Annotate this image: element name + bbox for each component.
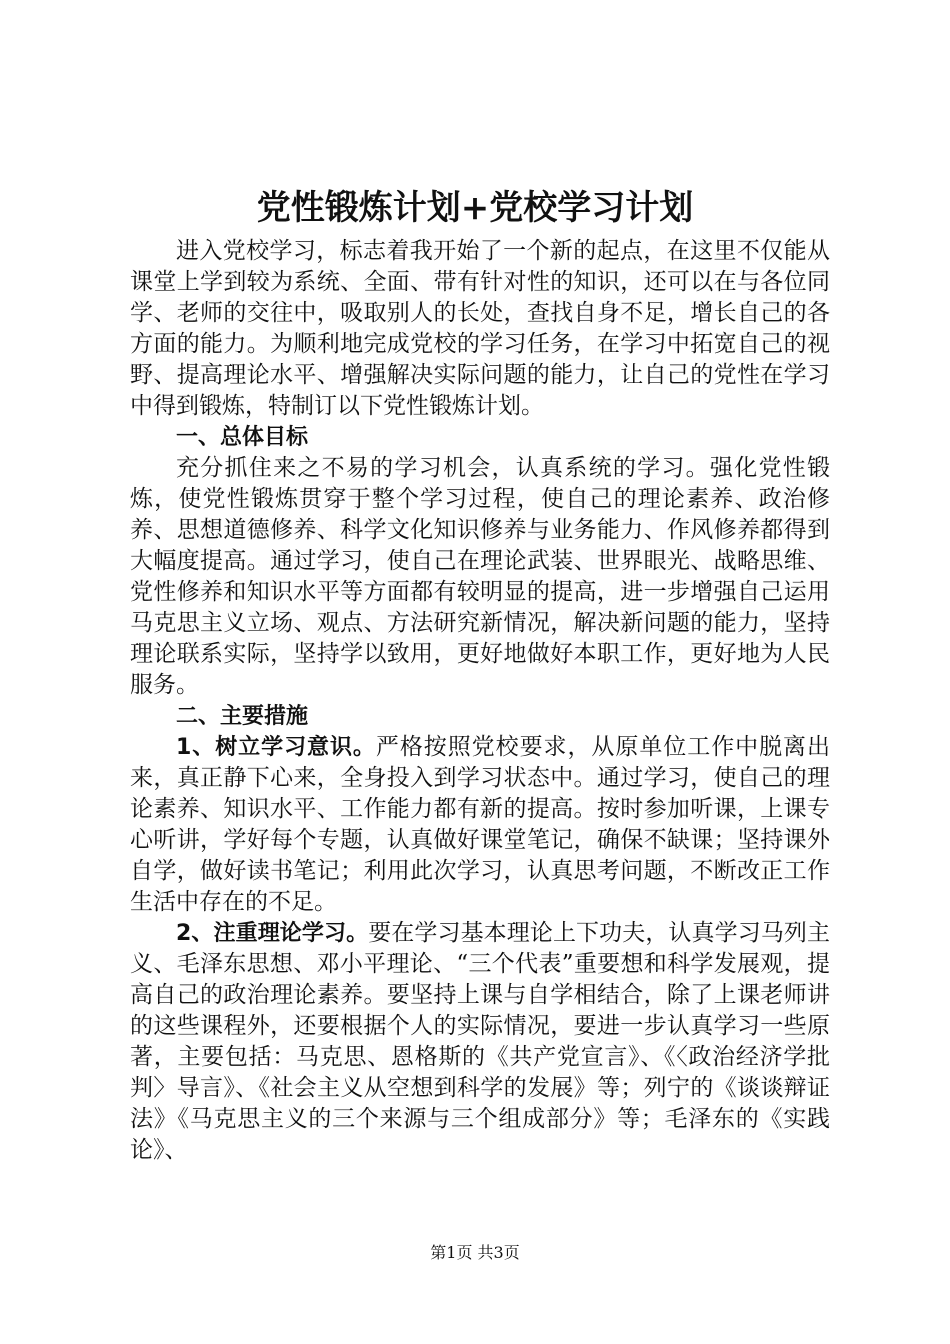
intro-paragraph: 进入党校学习，标志着我开始了一个新的起点，在这里不仅能从课堂上学到较为系统、全面、带有针对性的知识，还可以在与各位同学、老师的交往中，吸取别人的长处，查找自身不足，增长自己的各方面的能力。为顺利地完成党校的学习任务，在学习中拓宽自己的视野、提高理论水平、增强解决实际问题的能力，让自己的党性在学习中得到锻炼，特制订以下党性锻炼计划。 [130, 238, 830, 419]
document-title: 党性锻炼计划+党校学习计划 [256, 188, 694, 228]
measure-item-2-lead: 2、注重理论学习。 [176, 921, 369, 946]
section-heading-overall-goal: 一、总体目标 [176, 425, 309, 450]
page-number-footer: 第1页 共3页 [430, 1243, 520, 1262]
measure-item-1-text: 严格按照党校要求，从原单位工作中脱离出来，真正静下心来，全身投入到学习状态中。通过学习，使自己的理论素养、知识水平、工作能力都有新的提高。按时参加听课，上课专心听讲，学好每个专题，认真做好课堂笔记，确保不缺课；坚持课外自学，做好读书笔记；利用此次学习，认真思考问题，不断改正工作生活中存在的不足。 [130, 734, 831, 915]
measure-item-2 [130, 918, 830, 1166]
measure-item-1 [130, 732, 830, 918]
measure-item-2-text: 要在学习基本理论上下功夫，认真学习马列主义、毛泽东思想、邓小平理论、“三个代表”重要想和科学发展观，提高自己的政治理论素养。要坚持上课与自学相结合，除了上课老师讲的这些课程外，还要根据个人的实际情况，要进一步认真学习一些原著，主要包括：马克思、恩格斯的《共产党宣言》、《〈政治经济学批判〉导言》、《社会主义从空想到科学的发展》等；列宁的《谈谈辩证法》《马克思主义的三个来源与三个组成部分》等；毛泽东的《实践论》、 [130, 920, 831, 1163]
section-heading-main-measures: 二、主要措施 [176, 704, 309, 729]
measure-item-1-lead: 1、树立学习意识。 [176, 735, 376, 760]
goal-paragraph: 充分抓住来之不易的学习机会，认真系统的学习。强化党性锻炼，使党性锻炼贯穿于整个学习过程，使自己的理论素养、政治修养、思想道德修养、科学文化知识修养与业务能力、作风修养都得到大幅度提高。通过学习，使自己在理论武装、世界眼光、战略思维、党性修养和知识水平等方面都有较明显的提高，进一步增强自己运用马克思主义立场、观点、方法研究新情况，解决新问题的能力，坚持理论联系实际，坚持学以致用，更好地做好本职工作，更好地为人民服务。 [130, 455, 830, 698]
document-body [130, 236, 830, 1166]
